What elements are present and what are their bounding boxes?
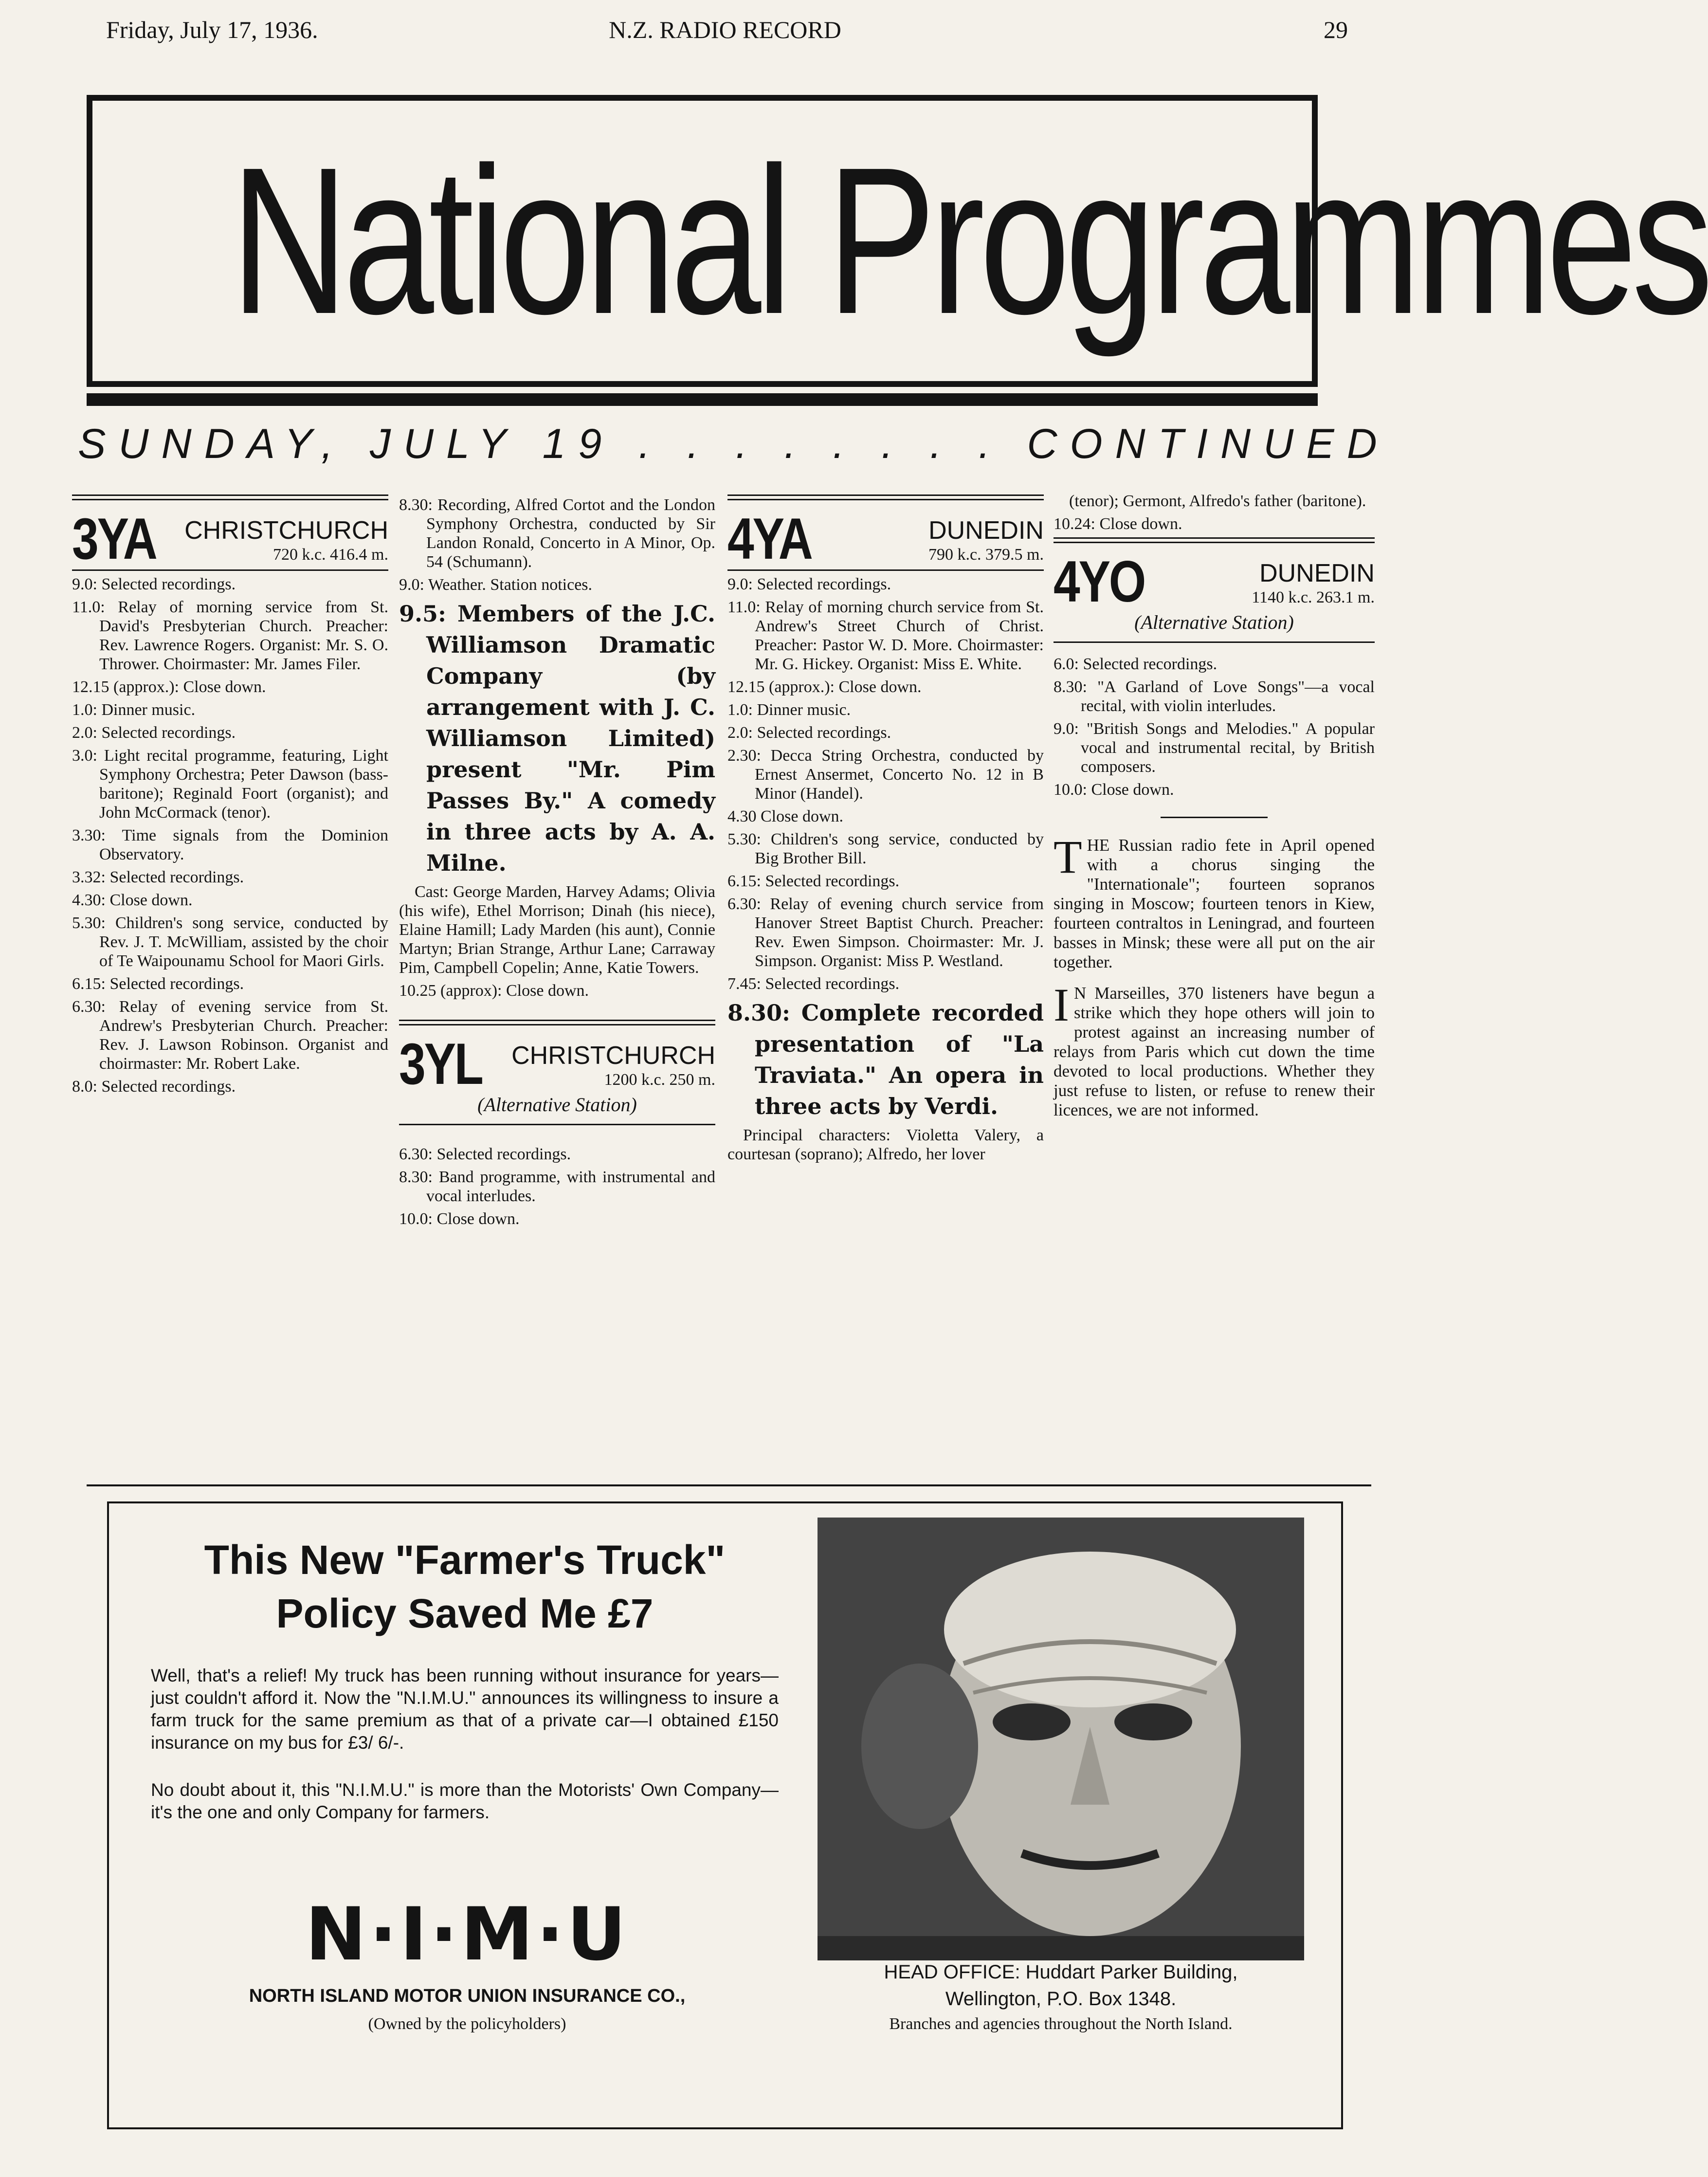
rule	[399, 1124, 715, 1125]
characters-list: Principal characters: Violetta Valery, a courtesan (soprano); Alfredo, her lover	[727, 1126, 1044, 1163]
programme-item: 9.0: Selected recordings.	[72, 575, 236, 593]
station-city: DUNEDIN	[928, 516, 1044, 545]
double-rule	[72, 494, 388, 500]
station-frequency: 1200 k.c. 250 m.	[604, 1071, 715, 1089]
station-header-4yo	[1054, 546, 1375, 614]
station-call: 4YA	[727, 506, 812, 571]
programme-item: 8.30: Band programme, with instrumental and vocal interludes.	[399, 1168, 715, 1205]
station-city: DUNEDIN	[1259, 559, 1375, 587]
programme-item: 1.0: Dinner music.	[72, 701, 196, 719]
station-call: 3YA	[72, 506, 156, 571]
publication-name: N.Z. RADIO RECORD	[609, 16, 841, 43]
programme-item: 9.0: "British Songs and Melodies." A popular vocal and instrumental recital, by British composers.	[1054, 720, 1375, 776]
programme-item: 10.24: Close down.	[1054, 515, 1182, 533]
programme-item: 9.0: Selected recordings.	[727, 575, 891, 593]
programme-list	[727, 575, 1044, 993]
programme-item: 6.30: Relay of evening church service from Hanover Street Baptist Church. Preacher: Rev. Ewen Simpson. Choirmaster: Mr. J. Simpson. Organist: Miss P. Westland.	[727, 895, 1044, 970]
programme-item: 2.30: Decca String Orchestra, conducted by Ernest Ansermet, Concerto No. 12 in B Minor (Handel).	[727, 747, 1044, 803]
characters-continued: (tenor); Germont, Alfredo's father (baritone).	[1069, 492, 1366, 510]
news-text: HE Russian radio fete in April opened with a chorus singing the "Internationale"; fourteen sopranos singing in Moscow; fourteen tenors in Kiew, fourteen contraltos in Leningrad, and fourteen basses in Minsk; these were all put on the air together.	[1054, 836, 1375, 971]
station-call: 3YL	[399, 1031, 482, 1097]
programme-item: 2.0: Selected recordings.	[72, 724, 236, 742]
double-rule	[727, 494, 1044, 500]
news-item-russian-radio	[1054, 831, 1375, 972]
cast-list: Cast: George Marden, Harvey Adams; Olivia (his wife), Ethel Morrison; Dinah (his niece), Elaine Hamill; Lady Marden (his aunt), Connie Martyn; Brian Strange, Arthur Lane; Carraway Pim, Campbell Copelin; Anne, Katie Towers.	[399, 883, 715, 977]
programme-item: 3.0: Light recital programme, featuring, Light Symphony Orchestra; Peter Dawson (bass-baritone); Reginald Foort (organist); and John McCormack (tenor).	[72, 747, 388, 822]
programme-item: 9.0: Weather. Station notices.	[399, 576, 593, 594]
double-rule	[399, 1020, 715, 1025]
column-4yo	[1054, 492, 1375, 1132]
programme-item: 12.15 (approx.): Close down.	[72, 678, 266, 696]
programme-item: 11.0: Relay of morning service from St. David's Presbyterian Church. Preacher: Rev. Lawrence Rogers. Organist: Mr. S. O. Thrower. Choirmaster: Mr. James Filer.	[72, 598, 388, 673]
masthead-title: National Programmes	[230, 124, 1708, 358]
station-header-3yl	[399, 1028, 715, 1097]
programme-item: 4.30 Close down.	[727, 807, 843, 825]
programme-item: 6.15: Selected recordings.	[72, 975, 244, 993]
programme-item: 6.0: Selected recordings.	[1054, 655, 1217, 673]
programme-list	[72, 575, 388, 1096]
programme-item: 5.30: Children's song service, conducted by Rev. J. T. McWilliam, assisted by the choir of Te Waipounamu School for Maori Girls.	[72, 914, 388, 970]
news-text: N Marseilles, 370 listeners have begun a strike which they hope others will join to protest against an increasing number of relays from Paris which cut down the time devoted to local productions. Whether they just refuse to listen, or refuse to renew their licences, we are not informed.	[1054, 984, 1375, 1119]
programme-item: 7.45: Selected recordings.	[727, 975, 900, 993]
programme-item: 6.15: Selected recordings.	[727, 872, 900, 890]
programme-item: 12.15 (approx.): Close down.	[727, 678, 922, 696]
station-header-4ya	[727, 503, 1044, 571]
branches-note: Branches and agencies throughout the North Island.	[889, 2015, 1233, 2033]
issue-date: Friday, July 17, 1936.	[106, 16, 318, 43]
column-4ya	[727, 492, 1044, 1168]
station-city: CHRISTCHURCH	[184, 516, 388, 545]
programme-item: 5.30: Children's song service, conducted by Big Brother Bill.	[727, 830, 1044, 867]
programme-item: 10.0: Close down.	[399, 1210, 520, 1228]
programme-item: 10.0: Close down.	[1054, 781, 1174, 799]
ownership-note: (Owned by the policyholders)	[368, 2015, 566, 2033]
masthead-rule	[87, 393, 1318, 406]
advert-headline-line1: This New "Farmer's Truck"	[204, 1537, 726, 1583]
feature-item: 8.30: Complete recorded presentation of "La Traviata." An opera in three acts by Verdi.	[727, 1000, 1044, 1119]
column-3ya-continued	[399, 495, 715, 1232]
day-heading: SUNDAY, JULY 19 . . . . . . . . CONTINUED	[78, 421, 1390, 467]
programme-item: 11.0: Relay of morning church service from St. Andrew's Street Church of Christ. Preacher: Pastor W. D. More. Choirmaster: Mr. G. Hickey. Organist: Miss E. White.	[727, 598, 1044, 673]
advert-headline	[141, 1533, 788, 1640]
station-frequency: 1140 k.c. 263.1 m.	[1252, 588, 1375, 606]
advert-rule	[87, 1484, 1371, 1486]
head-office-address: Wellington, P.O. Box 1348.	[945, 1988, 1177, 2010]
double-rule	[1054, 537, 1375, 543]
programme-item: 6.30: Selected recordings.	[399, 1145, 571, 1163]
rule	[1054, 641, 1375, 643]
company-name: NORTH ISLAND MOTOR UNION INSURANCE CO.,	[249, 1986, 686, 2006]
station-frequency: 790 k.c. 379.5 m.	[928, 546, 1044, 564]
farmer-portrait-photo	[818, 1518, 1304, 1960]
news-item-marseilles	[1054, 979, 1375, 1120]
advert-paragraph-1: Well, that's a relief! My truck has been running without insurance for years—just couldn't afford it. Now the "N.I.M.U." announces its willingness to insure a farm truck for the same premium as that of a private car—I obtained £150 insurance on my bus for £3/ 6/-.	[151, 1665, 779, 1753]
programme-item: 8.30: Recording, Alfred Cortot and the London Symphony Orchestra, conducted by Sir Landon Ronald, Concerto in A Minor, Op. 54 (Schumann).	[399, 496, 715, 571]
programme-item: 3.32: Selected recordings.	[72, 868, 244, 886]
station-header-3ya	[72, 503, 388, 571]
programme-item: 1.0: Dinner music.	[727, 701, 851, 719]
alternative-station-label: (Alternative Station)	[477, 1094, 637, 1116]
programme-item: 8.30: "A Garland of Love Songs"—a vocal recital, with violin interludes.	[1054, 678, 1375, 715]
page-number: 29	[1324, 16, 1348, 43]
separator-rule	[1161, 817, 1268, 818]
programme-item: 6.30: Relay of evening service from St. Andrew's Presbyterian Church. Preacher: Rev. J. Lawson Robinson. Organist and choirmaster: Mr. Robert Lake.	[72, 998, 388, 1073]
programme-item: 8.0: Selected recordings.	[72, 1078, 236, 1096]
drop-cap: T	[1054, 831, 1082, 883]
farmer-portrait-illustration	[818, 1518, 1304, 1960]
drop-cap: I	[1054, 979, 1069, 1031]
station-frequency: 720 k.c. 416.4 m.	[273, 546, 388, 564]
programme-item: 10.25 (approx): Close down.	[399, 982, 589, 1000]
advert-headline-line2: Policy Saved Me £7	[276, 1591, 654, 1636]
alternative-station-label: (Alternative Station)	[1134, 611, 1294, 633]
programme-item: 4.30: Close down.	[72, 891, 193, 909]
head-office-line: HEAD OFFICE: Huddart Parker Building,	[884, 1961, 1238, 1983]
feature-item: 9.5: Members of the J.C. Williamson Dramatic Company (by arrangement with J. C. Williamson Limited) present "Mr. Pim Passes By." A comedy in three acts by A. A. Milne.	[399, 601, 715, 876]
column-3ya	[72, 492, 388, 1100]
station-call: 4YO	[1054, 549, 1145, 614]
programme-item: 3.30: Time signals from the Dominion Observatory.	[72, 826, 388, 863]
advert-paragraph-2: No doubt about it, this "N.I.M.U." is more than the Motorists' Own Company—it's the one and only Company for farmers.	[151, 1780, 779, 1822]
programme-item: 2.0: Selected recordings.	[727, 724, 891, 742]
station-city: CHRISTCHURCH	[511, 1042, 715, 1070]
nimu-logo: N·I·M·U	[305, 1892, 629, 1977]
